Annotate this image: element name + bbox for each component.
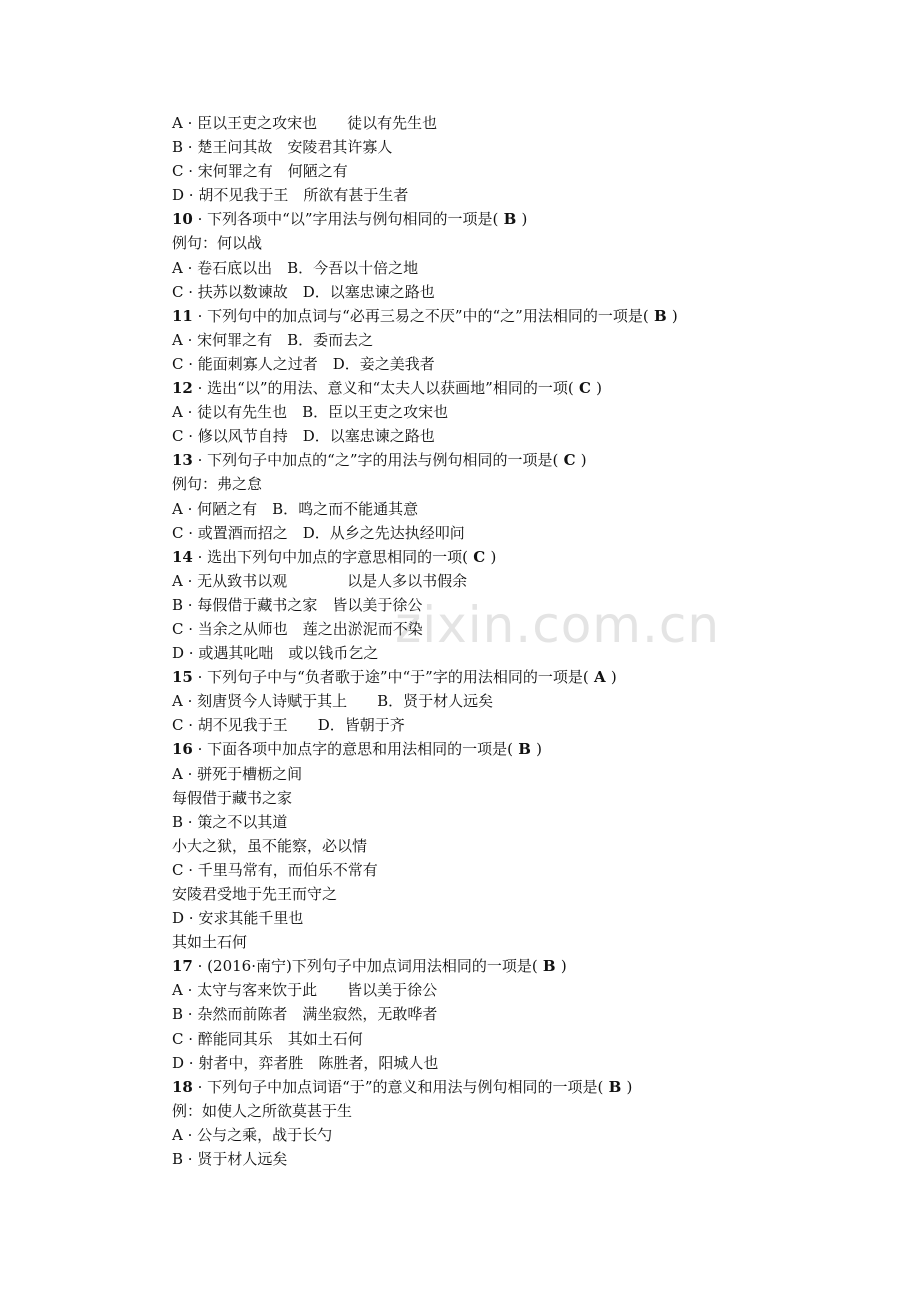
question-close: ): [610, 668, 617, 687]
text-line: D · 射者中，弈者胜 陈胜者，阳城人也: [172, 1053, 439, 1072]
text-line: 例句：何以战: [172, 234, 263, 253]
question-line: [172, 448, 872, 472]
question-text: · 下列句子中与“负者歌于途”中“于”字的用法相同的一项是(: [192, 668, 589, 687]
text-line: A · 刻唐贤今人诗赋于其上 B．贤于材人远矣: [172, 692, 494, 711]
text-line: C · 胡不见我于王 D．皆朝于齐: [172, 716, 405, 735]
text-line: A · 骈死于槽枥之间: [172, 764, 303, 783]
question-number: 15: [172, 668, 193, 687]
text-line: 小大之狱，虽不能察，必以情: [172, 836, 368, 855]
question-close: ): [536, 740, 543, 759]
answer-letter: B: [603, 1077, 627, 1096]
text-line: C · 当余之从师也 莲之出淤泥而不染: [172, 619, 423, 638]
question-number: 10: [172, 210, 193, 229]
text-line: B · 贤于材人远矣: [172, 1150, 288, 1169]
document-body: [172, 111, 872, 1171]
question-number: 13: [172, 451, 193, 470]
text-line: B · 杂然而前陈者 满坐寂然，无敢哗者: [172, 1005, 438, 1024]
text-line: C · 扶苏以数谏故 D．以塞忠谏之路也: [172, 282, 435, 301]
question-close: ): [596, 379, 602, 398]
text-line: C · 千里马常有，而伯乐不常有: [172, 860, 378, 879]
question-line: [172, 954, 872, 978]
question-line: [172, 304, 872, 328]
text-line: A · 卷石底以出 B．今吾以十倍之地: [172, 258, 419, 277]
question-line: [172, 376, 872, 400]
question-close: ): [521, 210, 528, 229]
question-text: · 选出“以”的用法、意义和“太夫人以获画地”相同的一项(: [192, 379, 574, 398]
question-number: 14: [172, 547, 193, 566]
question-close: ): [560, 957, 567, 976]
question-text: · 下面各项中加点字的意思和用法相同的一项是(: [192, 740, 514, 759]
question-text: · 下列句中的加点词与“必再三易之不厌”中的“之”用法相同的一项是(: [192, 306, 649, 325]
text-line: D · 或遇其叱咄 或以钱币乞之: [172, 644, 379, 663]
question-number: 11: [172, 306, 193, 325]
answer-letter: B: [513, 740, 537, 759]
answer-letter: C: [468, 547, 491, 566]
question-number: 12: [172, 379, 193, 398]
text-line: 例句：弗之怠: [172, 475, 263, 494]
text-line: B · 楚王问其故 安陵君其许寡人: [172, 138, 393, 157]
text-line: A · 徒以有先生也 B．臣以王吏之攻宋也: [172, 403, 449, 422]
text-line: 每假借于藏书之家: [172, 788, 293, 807]
question-line: [172, 207, 872, 231]
text-line: A · 臣以王吏之攻宋也 徒以有先生也: [172, 114, 438, 132]
question-line: [172, 545, 872, 569]
text-line: C · 宋何罪之有 何陋之有: [172, 162, 348, 181]
question-number: 16: [172, 740, 193, 759]
text-line: A · 公与之乘，战于长勺: [172, 1125, 333, 1144]
text-line: A · 宋何罪之有 B．委而去之: [172, 330, 374, 349]
answer-letter: C: [573, 379, 597, 398]
question-text: · 选出下列句中加点的字意思相同的一项(: [192, 547, 469, 566]
question-close: ): [626, 1077, 633, 1096]
text-line: 其如土石何: [172, 933, 248, 952]
question-text: · 下列句子中加点词语“于”的意义和用法与例句相同的一项是(: [192, 1077, 604, 1096]
question-close: ): [490, 547, 497, 566]
question-line: [172, 737, 872, 761]
answer-letter: B: [537, 957, 561, 976]
text-line: C · 醉能同其乐 其如土石何: [172, 1029, 363, 1048]
text-line: B · 每假借于藏书之家 皆以美于徐公: [172, 595, 423, 614]
text-line: A · 何陋之有 B．鸣之而不能通其意: [172, 499, 419, 518]
question-line: [172, 1075, 872, 1099]
text-line: A · 太守与客来饮于此 皆以美于徐公: [172, 981, 438, 1000]
text-line: 安陵君受地于先王而守之: [172, 885, 338, 903]
text-line: 例：如使人之所欲莫甚于生: [172, 1101, 353, 1120]
answer-letter: A: [588, 668, 611, 687]
question-number: 18: [172, 1077, 193, 1096]
answer-letter: B: [498, 210, 522, 229]
text-line: C · 能面刺寡人之过者 D．妾之美我者: [172, 354, 435, 373]
question-line: [172, 665, 872, 689]
text-line: D · 胡不见我于王 所欲有甚于生者: [172, 186, 409, 205]
answer-letter: C: [558, 451, 581, 470]
text-line: C · 修以风节自持 D．以塞忠谏之路也: [172, 427, 435, 446]
answer-letter: B: [648, 306, 672, 325]
text-line: B · 策之不以其道: [172, 812, 288, 831]
text-line: C · 或置酒而招之 D．从乡之先达执经叩问: [172, 523, 465, 542]
question-close: ): [580, 451, 587, 470]
question-number: 17: [172, 957, 193, 976]
watermark: zixin.com.cn: [395, 596, 721, 654]
text-line: A · 无从致书以观 以是人多以书假余: [172, 571, 468, 590]
text-line: D · 安求其能千里也: [172, 909, 304, 928]
question-text: · (2016·南宁)下列句子中加点词用法相同的一项是(: [192, 957, 538, 976]
question-text: · 下列各项中“以”字用法与例句相同的一项是(: [192, 210, 499, 229]
question-text: · 下列句子中加点的“之”字的用法与例句相同的一项是(: [192, 451, 559, 470]
question-close: ): [671, 306, 678, 325]
